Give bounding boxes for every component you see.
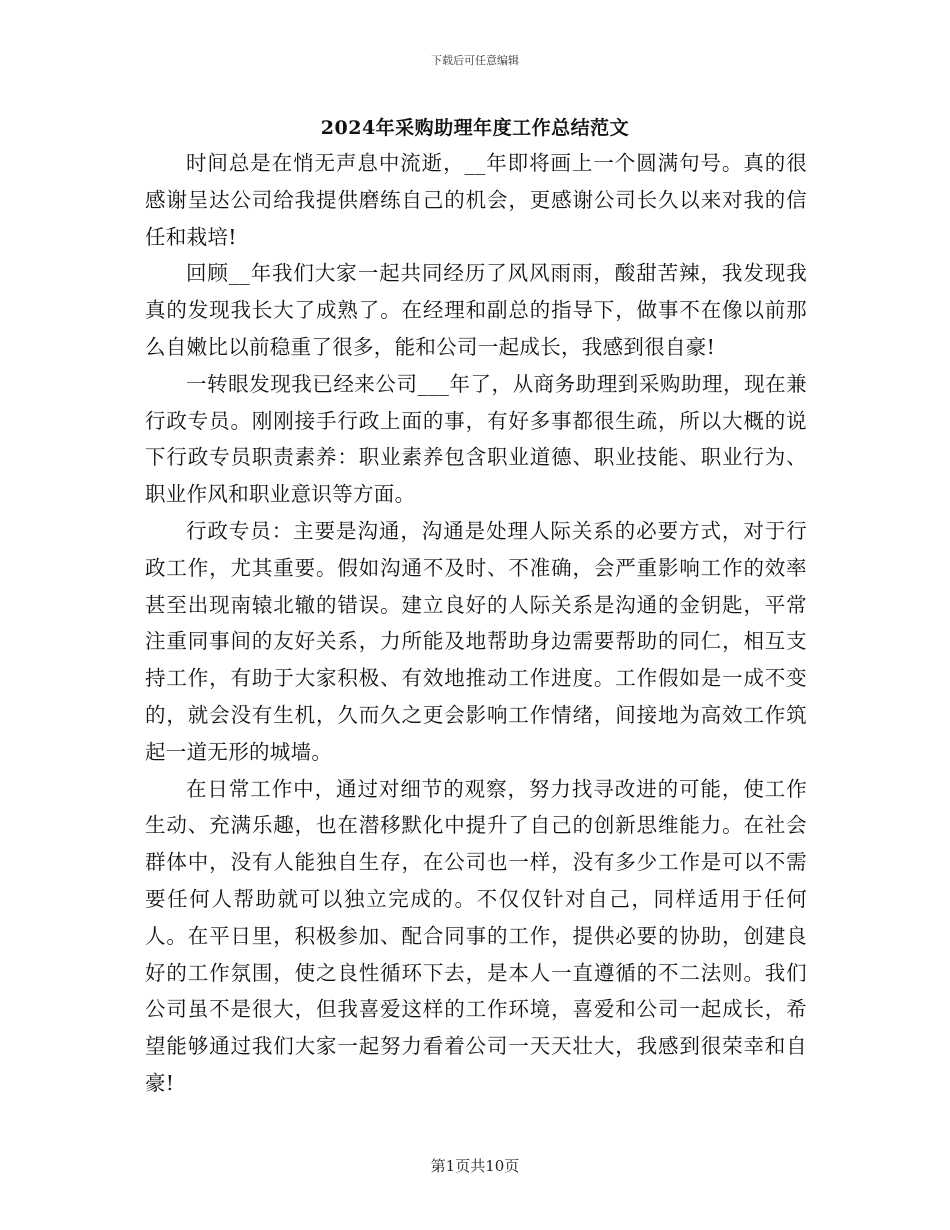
- page-number: 第1页共10页: [430, 1157, 520, 1175]
- paragraph-3: 一转眼发现我已经来公司___年了，从商务助理到采购助理，现在兼行政专员。刚刚接手行政上面的事，有好多事都很生疏，所以大概的说下行政专员职责素养：职业素养包含职业道德、职业技能、职业行为、职业作风和职业意识等方面。: [145, 371, 807, 507]
- document-title: 2024年采购助理年度工作总结范文: [320, 117, 630, 139]
- paragraph-4: 行政专员：主要是沟通，沟通是处理人际关系的必要方式，对于行政工作，尤其重要。假如沟通不及时、不准确，会严重影响工作的效率甚至出现南辕北辙的错误。建立良好的人际关系是沟通的金钥匙，平常注重同事间的友好关系，力所能及地帮助身边需要帮助的同仁，相互支持工作，有助于大家积极、有效地推动工作进度。工作假如是一成不变的，就会没有生机，久而久之更会影响工作情绪，间接地为高效工作筑起一道无形的城墙。: [145, 518, 807, 764]
- paragraph-1: 时间总是在悄无声息中流逝，__年即将画上一个圆满句号。真的很感谢呈达公司给我提供磨练自己的机会，更感谢公司长久以来对我的信任和栽培!: [145, 151, 807, 249]
- page-header-note: 下载后可任意编辑: [431, 54, 519, 67]
- paragraph-2: 回顾__年我们大家一起共同经历了风风雨雨，酸甜苦辣，我发现我真的发现我长大了成熟了。在经理和副总的指导下，做事不在像以前那么自嫩比以前稳重了很多，能和公司一起成长，我感到很自豪!: [145, 261, 807, 359]
- document-body: [145, 145, 807, 1102]
- paragraph-5: 在日常工作中，通过对细节的观察，努力找寻改进的可能，使工作生动、充满乐趣，也在潜移默化中提升了自己的创新思维能力。在社会群体中，没有人能独自生存，在公司也一样，没有多少工作是可以不需要任何人帮助就可以独立完成的。不仅仅针对自己，同样适用于任何人。在平日里，积极参加、配合同事的工作，提供必要的协助，创建良好的工作氛围，使之良性循环下去，是本人一直遵循的不二法则。我们公司虽不是很大，但我喜爱这样的工作环境，喜爱和公司一起成长，希望能够通过我们大家一起努力看着公司一天天壮大，我感到很荣幸和自豪!: [145, 776, 807, 1095]
